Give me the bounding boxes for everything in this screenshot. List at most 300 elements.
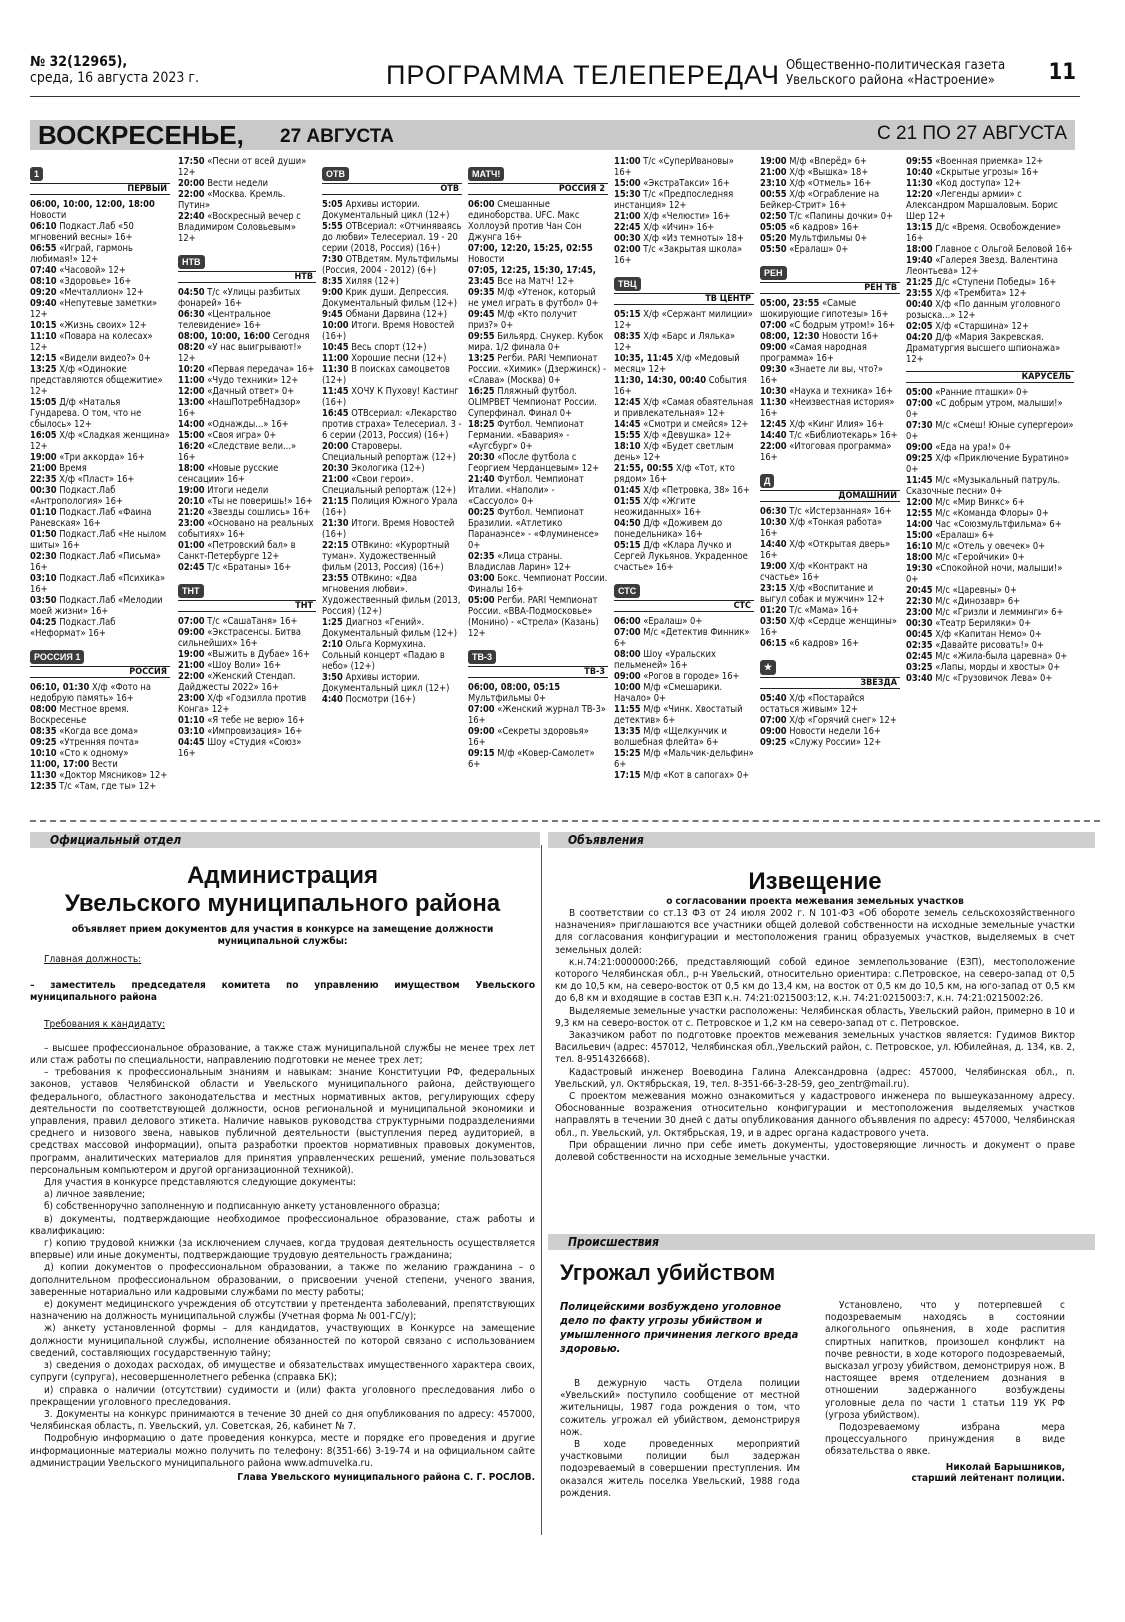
program-entry	[906, 673, 1074, 684]
program-title: Местное время. Воскресенье	[30, 704, 129, 726]
program-time: 07:30	[906, 420, 933, 431]
program-entry	[178, 178, 316, 189]
program-time: 10:40	[906, 167, 933, 178]
program-entry	[178, 287, 316, 309]
channel-logo: ТВ-3	[468, 650, 496, 664]
program-time: 23:15	[760, 583, 787, 594]
program-time: 01:45	[614, 485, 641, 496]
channel-name: ДОМАШНИЙ	[760, 490, 900, 502]
program-title: Т/с «Истерзанная» 16+	[786, 506, 892, 517]
program-entry	[178, 715, 316, 726]
program-title: «Я тебе не верю» 16+	[204, 715, 305, 726]
program-entry	[614, 222, 754, 233]
program-title: «Когда все дома»	[56, 726, 139, 737]
program-entry	[760, 441, 900, 463]
program-title: «Свои герои». Специальный репортаж (12+)	[322, 474, 456, 496]
program-title: «Три аккорда» 16+	[56, 452, 145, 463]
program-entry	[322, 221, 462, 254]
program-title: М/ф «Вперёд» 6+	[786, 156, 867, 167]
program-time: 04:25	[30, 617, 57, 628]
program-entry	[322, 672, 462, 694]
program-entry	[614, 496, 754, 518]
program-time: 21:00	[30, 463, 57, 474]
paragraph: – требования к профессиональным знаниям и навыкам: знание Конституции РФ, федеральных законов, уставов Челябинской области и Увельского муниципального района, действующего федерального, областного законодательства и местных нормативных актов, регулирующих сферу деятельности по соответствующей должности, основ региональной и муниципальной экономики и управления, правил делового этикета. Наличие навыков руководства структурными подразделениями среднего и низового звена, навыков публичной деятельности (выступления перед аудиторией, в средствах массовой информации), опыта разработки проектов нормативных правовых документов, программ, аналитических материалов для принятия управленческих решений, умение пользоваться персональным компьютером и другой организационной техникой).	[30, 1067, 535, 1176]
program-title: М/с «Динозавр» 6+	[932, 596, 1021, 607]
tv-column	[30, 156, 170, 806]
program-time: 09:00	[760, 726, 787, 737]
tv-column	[760, 156, 900, 806]
program-time: 01:50	[30, 529, 57, 540]
program-entry	[322, 474, 462, 496]
program-time: 11:30, 14:30, 00:40	[614, 375, 707, 386]
program-entry	[906, 552, 1074, 563]
program-time: 11:55	[614, 704, 641, 715]
day-date: 27 АВГУСТА	[280, 126, 394, 147]
program-entry	[760, 397, 900, 419]
program-title: Подкаст.Лаб «Неформат» 16+	[30, 617, 116, 639]
program-title: «Женский Стендап. Дайджесты 2022» 16+	[178, 671, 296, 693]
program-title: Т/с «Там, где ты» 12+	[56, 781, 157, 792]
program-time: 11:30	[906, 178, 933, 189]
program-title: Подкаст.Лаб «50 мгновений весны» 16+	[30, 221, 134, 243]
program-entry	[906, 277, 1074, 288]
program-time: 12:35	[30, 781, 57, 792]
program-time: 07:00	[178, 616, 205, 627]
program-time: 15:00	[614, 178, 641, 189]
program-time: 03:50	[760, 616, 787, 627]
program-entry	[760, 419, 900, 430]
program-entry	[468, 386, 608, 419]
program-time: 12:15	[30, 353, 57, 364]
program-time: 10:30	[760, 386, 787, 397]
program-time: 15:30	[614, 189, 641, 200]
program-title: Пляжный футбол. OLIMPBET Чемпионат России. Суперфинал. Финал 0+	[468, 386, 597, 419]
program-title: Х/ф «Самая обаятельная и привлекательная» 12+	[614, 397, 754, 419]
program-time: 07:00	[906, 398, 933, 409]
program-entry	[906, 255, 1074, 277]
program-title: Х/ф «Ичин» 16+	[640, 222, 715, 233]
page-header	[30, 50, 1080, 97]
program-time: 12:00	[906, 497, 933, 508]
program-entry	[614, 430, 754, 441]
program-entry	[178, 375, 316, 386]
program-entry	[760, 320, 900, 331]
program-entry	[178, 397, 316, 419]
program-time: 01:10	[178, 715, 205, 726]
program-time: 09:40	[30, 298, 57, 309]
paragraph: С проектом межевания можно ознакомиться у кадастрового инженера по вышеуказанному адресу. Обоснованные возражения относительно конфигурации и местоположения выделяемых участков направлять в течении 30 дней с даты опубликования данного объявления по адресу: 457000, Челябинская обл., п. Увельский, ул. Октябрьская, 19, и в адрес органа кадастрового учета.	[555, 1091, 1075, 1139]
program-time: 10:30	[760, 517, 787, 528]
program-title: Х/ф «Сладкая женщина» 12+	[30, 430, 170, 452]
program-title: «С бодрым утром!» 16+	[786, 320, 896, 331]
program-title: «Ералаш» 6+	[932, 530, 995, 541]
program-time: 19:00	[30, 452, 57, 463]
program-entry	[614, 726, 754, 748]
program-title: Х/ф «Ограбление на Бейкер-Стрит» 16+	[760, 189, 880, 211]
program-entry	[322, 342, 462, 353]
program-time: 14:40	[760, 539, 787, 550]
program-entry	[760, 693, 900, 715]
program-entry	[322, 276, 462, 287]
program-time: 04:20	[906, 332, 933, 343]
program-entry	[760, 561, 900, 583]
program-title: «Код доступа» 12+	[932, 178, 1022, 189]
program-entry	[30, 430, 170, 452]
author-role: старший лейтенант полиции.	[911, 1473, 1065, 1484]
program-title: «Ералаш» 0+	[640, 616, 703, 627]
program-title: Т/с «Улицы разбитых фонарей» 16+	[178, 287, 301, 309]
program-time: 09:00	[760, 342, 787, 353]
program-entry	[178, 189, 316, 211]
section-title: ПРОГРАММА ТЕЛЕПЕРЕДАЧ	[386, 60, 780, 90]
program-time: 12:00	[178, 386, 205, 397]
program-entry	[178, 540, 316, 562]
program-title: Х/ф «Будет светлым день» 12+	[614, 441, 734, 463]
program-title: Х/ф «Вышка» 18+	[786, 167, 869, 178]
program-time: 18:25	[468, 419, 495, 430]
channel-header	[468, 645, 608, 678]
official-subtitle: объявляет прием документов для участия в конкурсе на замещение должности муниципальной службы:	[71, 924, 494, 947]
program-title: Вести	[89, 759, 118, 770]
program-entry	[30, 551, 170, 573]
program-time: 02:50	[760, 211, 787, 222]
program-entry	[30, 397, 170, 430]
program-entry	[468, 595, 608, 639]
program-title: М/с «Жила-была царевна» 0+	[932, 651, 1068, 662]
program-entry	[614, 616, 754, 627]
channel-logo: 1	[30, 167, 43, 181]
program-time: 09:00	[468, 726, 495, 737]
program-entry	[760, 298, 900, 320]
program-time: 15:05	[30, 397, 57, 408]
program-title: «Ранние пташки» 0+	[932, 387, 1029, 398]
program-title: «6 кадров» 16+	[786, 222, 860, 233]
program-time: 06:30	[760, 506, 787, 517]
incident-col-2	[825, 1300, 1065, 1459]
program-time: 07:00	[760, 320, 787, 331]
program-time: 04:50	[178, 287, 205, 298]
program-title: ОТВкино: «Курортный туман». Художественный фильм (2013, Россия) (16+)	[322, 540, 450, 573]
program-entry	[30, 320, 170, 331]
program-title: Х/ф «Петровка, 38» 16+	[640, 485, 750, 496]
program-time: 16:25	[468, 386, 495, 397]
program-entry	[30, 221, 170, 243]
program-entry	[468, 682, 608, 704]
channel-name: СТС	[614, 600, 754, 612]
channel-header	[30, 162, 170, 195]
program-title: Д/ф «Мария Закревская. Драматургия высшего шпионажа» 12+	[906, 332, 1061, 365]
program-time: 11:45	[322, 386, 349, 397]
program-time: 21:00	[614, 211, 641, 222]
program-entry	[760, 638, 900, 649]
program-time: 21:00	[760, 167, 787, 178]
program-time: 00:30	[906, 618, 933, 629]
program-time: 8:35	[322, 276, 343, 287]
channel-logo: ТНТ	[178, 584, 204, 598]
program-title: Вести недели	[204, 178, 269, 189]
program-time: 20:00	[322, 441, 349, 452]
program-time: 03:40	[906, 673, 933, 684]
program-title: Диагноз «Гений». Документальный фильм (12+)	[322, 617, 458, 639]
tv-column	[178, 156, 316, 806]
program-time: 03:50	[30, 595, 57, 606]
program-entry	[178, 211, 316, 244]
program-entry	[760, 233, 900, 244]
program-time: 19:00	[178, 485, 205, 496]
notice-subtitle: о согласовании проекта межевания земельных участков	[666, 896, 964, 907]
program-title: Х/ф «Приключение Буратино» 0+	[906, 453, 1070, 475]
program-title: «Сто к одному»	[56, 748, 129, 759]
program-entry	[178, 671, 316, 693]
program-time: 01:00	[178, 540, 205, 551]
program-entry	[468, 704, 608, 726]
program-entry	[30, 452, 170, 463]
paragraph: в) документы, подтверждающие необходимое профессиональное образование, стаж работы и квалификацию:	[30, 1213, 535, 1237]
channel-header	[760, 655, 900, 689]
program-time: 01:10	[30, 507, 57, 518]
program-entry	[614, 419, 754, 430]
program-entry	[468, 573, 608, 595]
program-entry	[906, 387, 1074, 398]
program-entry	[30, 353, 170, 364]
program-title: М/с «Геройчики» 0+	[932, 552, 1025, 563]
channel-name: ТНТ	[178, 600, 316, 612]
paragraph: В ходе проведенных мероприятий участковыми полиции был задержан подозреваемый в совершении преступления. Им оказался житель поселка Увельский, 1988 года рождения.	[560, 1439, 800, 1499]
program-entry	[614, 397, 754, 419]
program-time: 04:50	[614, 518, 641, 529]
program-title: Х/ф «Открытая дверь» 16+	[760, 539, 891, 561]
column-divider	[541, 845, 542, 1535]
program-entry	[614, 463, 754, 485]
program-entry	[30, 364, 170, 397]
program-time: 03:25	[906, 662, 933, 673]
program-time: 02:35	[906, 640, 933, 651]
program-entry	[906, 497, 1074, 508]
program-entry	[178, 463, 316, 485]
program-time: 00:40	[906, 299, 933, 310]
program-title: Архивы истории. Документальный цикл (12+)	[322, 672, 450, 694]
program-time: 20:30	[322, 463, 349, 474]
program-entry	[906, 453, 1074, 475]
program-entry	[30, 737, 170, 748]
program-entry	[614, 189, 754, 211]
paragraph: Установлено, что у потерпевшей с подозреваемым находясь в состоянии алкогольного опьянения, в ходе распития спиртных напитков, произошел конфликт на почве ревности, в ходе которого подозреваемый, высказал угрозу убийством, демонстрируя нож. В настоящее время отделением дознания в отношении задержанного возбуждены уголовные дела по части 1 статьи 119 УК РФ (угроза убийством).	[825, 1300, 1065, 1421]
program-time: 08:20	[178, 342, 205, 353]
program-entry	[468, 265, 608, 287]
program-entry	[178, 309, 316, 331]
week-range: С 21 ПО 27 АВГУСТА	[877, 123, 1067, 144]
program-title: «Служу России» 12+	[786, 737, 882, 748]
program-entry	[178, 693, 316, 715]
program-time: 02:30	[30, 551, 57, 562]
program-entry	[178, 496, 316, 507]
program-title: «Основано на реальных событиях» 16+	[178, 518, 314, 540]
channel-logo: ОТВ	[322, 167, 349, 181]
program-title: Крик души. Депрессия. Документальный фильм (12+)	[322, 287, 458, 309]
program-title: Хорошие песни (12+)	[348, 353, 447, 364]
program-time: 03:00	[468, 573, 495, 584]
program-title: Т/с «Мама» 16+	[786, 605, 859, 616]
program-time: 06:10	[30, 221, 57, 232]
program-entry	[468, 243, 608, 265]
program-entry	[906, 442, 1074, 453]
program-time: 09:55	[906, 156, 933, 167]
program-time: 05:15	[614, 309, 641, 320]
program-entry	[178, 627, 316, 649]
program-title: «Самая народная программа» 16+	[760, 342, 867, 364]
program-title: Д/ф «Доживем до понедельника» 16+	[614, 518, 723, 540]
program-time: 21:55, 00:55	[614, 463, 674, 474]
incident-section-head: Происшествия	[548, 1234, 1095, 1250]
program-time: 14:00	[906, 519, 933, 530]
program-entry	[30, 704, 170, 726]
program-time: 08:00	[30, 704, 57, 715]
program-title: Х/ф «Жгите неожиданных» 16+	[614, 496, 702, 518]
program-title: Х/ф «Сержант милиции» 12+	[614, 309, 753, 331]
page-number: 11	[1048, 60, 1076, 85]
paragraph: Для участия в конкурсе представляются следующие документы:	[44, 1177, 356, 1189]
paragraph: д) копии документов о профессиональном образовании, а также по желанию гражданина – о дополнительном профессиональном образовании, о присвоении ученой степени, ученого звания, заверенные нотариально или кадровыми службами по месту работы;	[30, 1262, 535, 1298]
program-entry	[30, 463, 170, 474]
program-title: «Ералаш» 0+	[786, 244, 849, 255]
program-time: 23:00	[178, 518, 205, 529]
publisher: Общественно-политическая газета Увельского района «Настроение»	[786, 58, 1006, 88]
program-title: Х/ф «Одинокие представляются общежитие» 12+	[30, 364, 163, 397]
program-time: 15:25	[614, 748, 641, 759]
official-section-head: Официальный отдел	[30, 832, 540, 848]
program-title: М/ф «Утенок, который не умел играть в футбол» 0+	[468, 287, 599, 309]
paragraph: Выделяемые земельные участки расположены: Челябинская область, Увельский район, примерно в 10 и 9,3 км на северо-восток от с. Петровское и 1,2 км на северо-запад от с. Петровское.	[555, 1005, 1075, 1029]
program-title: Подкаст.Лаб «Психика» 16+	[30, 573, 166, 595]
program-title: «Чудо техники» 12+	[204, 375, 299, 386]
program-entry	[30, 265, 170, 276]
channel-name: РОССИЯ 2	[468, 183, 608, 195]
program-time: 11:30	[30, 770, 57, 781]
channel-header	[614, 272, 754, 305]
program-title: «Знаете ли вы, что?» 16+	[760, 364, 883, 386]
program-entry	[906, 651, 1074, 662]
program-time: 12:20	[906, 189, 933, 200]
program-entry	[178, 441, 316, 463]
channel-logo: ★	[760, 660, 776, 675]
program-time: 07:00	[468, 704, 495, 715]
program-entry	[468, 287, 608, 309]
program-time: 02:05	[906, 321, 933, 332]
program-entry	[468, 507, 608, 551]
program-title: «Экстрасенсы. Битва сильнейших» 16+	[178, 627, 302, 649]
program-time: 22:00	[760, 441, 787, 452]
program-entry	[468, 748, 608, 770]
program-time: 06:00	[614, 616, 641, 627]
program-time: 05:00	[468, 595, 495, 606]
issue-info	[30, 54, 199, 86]
paragraph: ж) анкету установленной формы – для кандидатов, участвующих в Конкурсе на замещение должности муниципальной службы, исполнение обязанностей по которой связано с использованием сведений, составляющих государственную тайну;	[30, 1323, 535, 1359]
program-time: 23:55	[906, 288, 933, 299]
program-title: Х/ф «Старшина» 12+	[932, 321, 1030, 332]
program-title: М/с «Музыкальный патруль. Сказочные песни» 0+	[906, 475, 1061, 497]
program-entry	[322, 573, 462, 617]
channel-header	[760, 469, 900, 502]
program-time: 12:45	[614, 397, 641, 408]
program-time: 00:45	[906, 629, 933, 640]
program-time: 05:15	[614, 540, 641, 551]
program-entry	[906, 618, 1074, 629]
program-title: Д/ф «Наталья Гундарева. О том, что не сбылось» 12+	[30, 397, 142, 430]
program-time: 10:20	[178, 364, 205, 375]
program-time: 16:10	[906, 541, 933, 552]
program-entry	[178, 649, 316, 660]
program-time: 13:00	[178, 397, 205, 408]
channel-logo: СТС	[614, 584, 640, 598]
program-title: Подкаст.Лаб «Письма» 16+	[30, 551, 161, 573]
program-entry	[906, 530, 1074, 541]
program-time: 04:45	[178, 737, 205, 748]
program-entry	[322, 408, 462, 441]
program-title: Т/с «Предпоследняя инстанция» 12+	[614, 189, 734, 211]
program-time: 01:55	[614, 496, 641, 507]
program-time: 17:50	[178, 156, 205, 167]
program-entry	[906, 321, 1074, 332]
program-entry	[468, 331, 608, 353]
channel-name: ПЕРВЫЙ	[30, 183, 170, 195]
program-entry	[30, 781, 170, 792]
program-entry	[906, 607, 1074, 618]
program-entry	[178, 342, 316, 364]
program-time: 06:55	[30, 243, 57, 254]
official-signature: Глава Увельского муниципального района С. Г. РОСЛОВ.	[237, 1471, 535, 1483]
program-title: Т/с «Папины дочки» 0+	[786, 211, 894, 222]
program-entry	[906, 519, 1074, 530]
program-title: Полиция Южного Урала (16+)	[322, 496, 458, 518]
label-requirements: Требования к кандидату:	[44, 1018, 166, 1030]
paragraph: з) сведения о доходах расходах, об имуществе и обязательствах имущественного характера своих, супруги (супруга), несовершеннолетнего ребенка (справка БК);	[30, 1360, 535, 1384]
program-time: 00:30	[30, 485, 57, 496]
channel-name: КАРУСЕЛЬ	[906, 371, 1074, 383]
program-title: Регби. PARI Чемпионат России. «Химик» (Дзержинск) - «Слава» (Москва) 0+	[468, 353, 607, 386]
program-time: 05:40	[760, 693, 787, 704]
program-title: «Петровский бал» в Санкт-Петербурге 12+	[178, 540, 296, 562]
program-title: События 16+	[614, 375, 747, 397]
program-title: Итоги. Время Новостей (16+)	[322, 518, 455, 540]
issue-number: № 32(12965),	[30, 54, 128, 70]
program-entry	[30, 595, 170, 617]
program-title: «Своя игра» 0+	[204, 430, 277, 441]
program-title: В поисках самоцветов (12+)	[322, 364, 450, 386]
program-title: «Ты не поверишь!» 16+	[204, 496, 313, 507]
program-title: «ЭкстраТакси» 16+	[640, 178, 730, 189]
program-title: «Еда на ура!» 0+	[932, 442, 1012, 453]
program-time: 5:05	[322, 199, 343, 210]
incident-article	[560, 1260, 1075, 1499]
tv-column	[322, 156, 462, 806]
program-title: М/с «Гризли и лемминги» 6+	[932, 607, 1064, 618]
program-entry	[906, 508, 1074, 519]
program-entry	[906, 420, 1074, 442]
channel-logo: РОССИЯ 1	[30, 650, 84, 664]
program-title: «Часовой» 12+	[56, 265, 126, 276]
program-entry	[30, 748, 170, 759]
cut-line	[30, 820, 1100, 823]
program-time: 21:00	[322, 474, 349, 485]
program-time: 21:25	[906, 277, 933, 288]
program-title: «Шоу Воли» 16+	[204, 660, 282, 671]
program-time: 4:40	[322, 694, 343, 705]
channel-name: ТВ-3	[468, 666, 608, 678]
program-title: Новости	[30, 210, 67, 221]
program-title: «Центральное телевидение» 16+	[178, 309, 271, 331]
notice-body	[555, 908, 1075, 1164]
program-time: 00:30	[614, 233, 641, 244]
